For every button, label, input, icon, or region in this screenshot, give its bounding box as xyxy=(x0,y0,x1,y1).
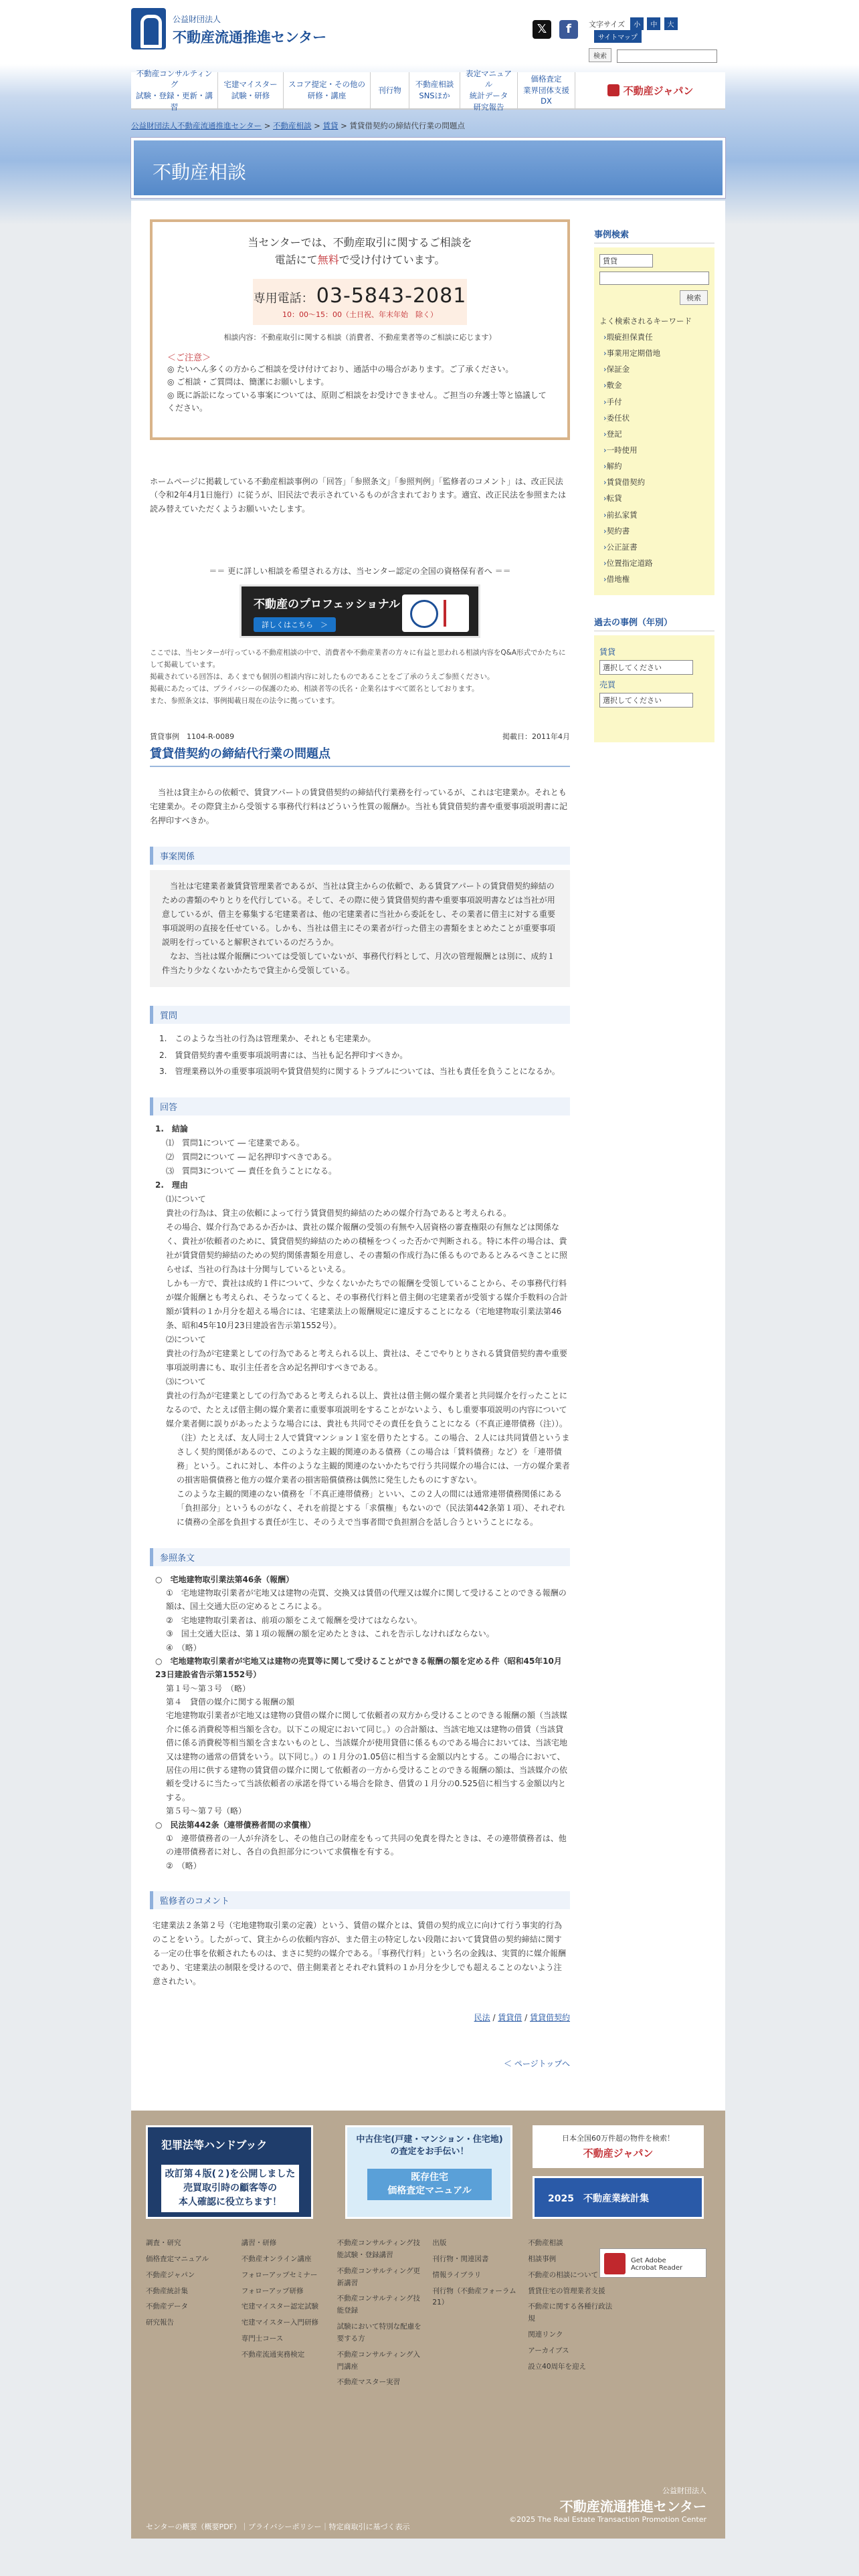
answer-line: （注）たとえば、友人同士２人で賃貸マンション１室を借りたとする。この場合、２人には共同賃借というまさしく契約関係があるので、このような主観的関連のある債務（この場合は「賃料債務」など）を「連帯債務」という。これに対し、本件のような主観的関連のないかたちで行う共同媒介の場合には、一方の媒介業者の損害賠償債務と他方の媒介業者の損害賠償債務は偶然に発生したものにすぎない。 xyxy=(177,1432,570,1485)
answer-line: ⑶について xyxy=(166,1376,206,1386)
footer-link[interactable]: 不動産コンサルティング技能試験・登録講習 xyxy=(337,2239,421,2259)
copyright: ©2025 The Real Estate Transaction Promotion Center xyxy=(509,2515,706,2524)
section-comment: 監修者のコメント xyxy=(150,1891,570,1909)
reference-line: ① 連帯債務者の一人が弁済をし、その他自己の財産をもって共同の免責を得たときは、その連帯債務者は、他の連帯債務者に対し、各自の負担部分について求償権を有する。 xyxy=(166,1833,567,1857)
tag-link[interactable]: 民法 xyxy=(474,2013,490,2023)
reference-line: ○ 民法第442条（連帯債務者間の求償権） xyxy=(155,1820,316,1830)
keyword-link[interactable]: › 賃貸借契約 xyxy=(603,474,709,490)
category-select[interactable]: 賃貸 xyxy=(599,254,653,267)
site-header xyxy=(0,0,859,64)
page-title: 不動産相談 xyxy=(153,161,247,183)
nav-brand-fudosan-japan[interactable]: 不動産ジャパン xyxy=(575,72,725,108)
keyword-link[interactable]: › 前払家賃 xyxy=(603,507,709,523)
footer-link-column xyxy=(146,2238,232,2393)
nav-item-valuation[interactable]: 価格査定 業界団体支援 DX xyxy=(518,72,575,108)
case-id: 賃貸事例 1104-R-0089 xyxy=(150,732,235,742)
footer-link[interactable]: 不動産相談 xyxy=(528,2239,563,2247)
footer-link[interactable]: 不動産ジャパン xyxy=(146,2270,195,2279)
footer-link[interactable]: 不動産マスター実習 xyxy=(337,2378,401,2387)
supervisor-comment: 宅建業法２条第２号（宅地建物取引業の定義）という、賃借の媒介とは、賃借の契約成立に向けて行う事実的行為のことをいう。したがって、貸主からの依頼内容が、また借主の特定しない段階において賃貸借の契約締結に関する一定の仕事を依頼されたものは、まさに契約の媒介である。「事務代行料」という名の金銭は、実質的に媒介報酬であり、宅建業法の制限を受けるので、借主側業者とそれぞれ賃料の１か月分を少しでも超えることのないよう注意されたい。 xyxy=(150,1913,570,1994)
footer-link-column xyxy=(242,2238,328,2393)
font-size-small[interactable]: 小 xyxy=(630,17,644,30)
pro-lead: ＝＝ 更に詳しい相談を希望される方は、当センター認定の全国の資格保有者へ ＝＝ xyxy=(209,566,511,576)
caution-title: ＜ご注意＞ xyxy=(167,353,211,364)
section-question: 質問 xyxy=(150,1006,570,1024)
breadcrumb-consultation[interactable]: 不動産相談 xyxy=(273,121,312,130)
footer-banner-manual[interactable]: 中古住宅(戸建・マンション・住宅地) の査定をお手伝い！ 既存住宅 価格査定マニュアル xyxy=(345,2125,512,2219)
footer-link[interactable]: 調査・研究 xyxy=(146,2239,181,2247)
footer-link[interactable]: アーカイブス xyxy=(528,2346,569,2355)
keyword-link[interactable]: › 事業用定期借地 xyxy=(603,345,709,361)
question-item: 3. 管理業務以外の重要事項説明や賃貸借契約に関するトラブルについては、当社も責任を負うことになるか。 xyxy=(159,1067,560,1077)
footer-link[interactable]: 宅建マイスター入門研修 xyxy=(241,2319,318,2327)
sidebar xyxy=(594,227,714,742)
reference-line: ③ 国土交通大臣は、第１項の報酬の額を定めたときは、これを告示しなければならない。 xyxy=(166,1629,494,1639)
past-sales-label: 売買 xyxy=(599,680,616,689)
footer-link[interactable]: 研究報告 xyxy=(146,2319,174,2327)
answer-body xyxy=(150,1122,570,1529)
footer-link[interactable]: フォローアップセミナー xyxy=(241,2270,318,2279)
reference-line: ④ （略） xyxy=(166,1642,201,1652)
footer-link[interactable]: 不動産オンライン講座 xyxy=(241,2254,312,2263)
keyword-link[interactable]: › 登記 xyxy=(603,426,709,442)
keyword-link[interactable]: › 手付 xyxy=(603,394,709,410)
font-size-label: 文字サイズ xyxy=(589,20,626,29)
references-body xyxy=(150,1573,570,1873)
keyword-link[interactable]: › 解約 xyxy=(603,458,709,474)
article-title: 賃貸借契約の締結代行業の問題点 xyxy=(150,744,570,767)
answer-line: ⑶ 質問3について ― 責任を負うことになる。 xyxy=(166,1166,337,1176)
answer-line: このような主観的関連のない債務を「不真正連帯債務」といい、この２人の間には通常連帯債務関係にある「負担部分」というものがなく、それを前提とする「求償権」もないので（民法第442条第１項）、それぞれに債務の全部を負担する責任が生じ、そのうえで当事者間で負担割合を話し合うということになる。 xyxy=(177,1489,565,1527)
past-cases-panel xyxy=(594,635,714,742)
header-search-input[interactable] xyxy=(617,49,717,63)
reference-line: 第５号〜第７号（略） xyxy=(166,1806,247,1816)
reference-line: 宅地建物取引業者が宅地又は建物の貸借の媒介に関して依頼者の双方から受けることのできる報酬の額（当該媒介に係る消費税等相当額を含む。以下この規定において同じ。）の合計額は、当該宅地又は建物の借賃（当該貸借に係る消費税等相当額を含まないものとし、当該媒介が使用貸借に係るものである場合においては、当該宅地又は建物の通常の借賃をいう。以下同じ。）の１月分の1.05倍に相当する金額以内とする。この場合において、居住の用に供する建物の賃貸借の媒介に関して依頼者の一方から受けることのできる報酬の額は、当該媒介の依頼を受けるに当たって当該依頼者の承諾を得ている場合を除き、借賃の１月分の0.525倍に相当する金額以内とする。 xyxy=(166,1711,568,1802)
footer-link[interactable]: 不動産データ xyxy=(146,2302,188,2311)
keyword-link[interactable]: › 転貸 xyxy=(603,490,709,506)
pro-more-button[interactable]: 詳しくはこちら ＞ xyxy=(254,617,336,632)
footer-link[interactable]: 講習・研修 xyxy=(241,2239,277,2247)
answer-line: ⑴ 質問1について ― 宅建業である。 xyxy=(166,1138,305,1148)
civil-code-notice: ホームページに掲載している不動産相談事例の「回答」「参照条文」「参照判例」「監修者のコメント」は、改正民法（令和2年4月1日施行）に従うが、旧民法で表示されているものが含まれております。適宜、改正民法を参照または読み替えていただくようお願いいたします。 xyxy=(150,477,566,514)
footer-banner-statistics[interactable]: 2025 不動産業統計集 xyxy=(533,2176,704,2219)
article-tags: 民法 / 賃貸借 / 賃貸借契約 xyxy=(474,2013,570,2023)
footer-link[interactable]: 情報ライブラリ xyxy=(432,2270,482,2279)
sidebar-search-input[interactable] xyxy=(599,272,709,285)
footer-banner-handbook[interactable]: 犯罪法等ハンドブック 改訂第４版(２)を公開しました 売買取引時の顧客等の 本人確認に役立ちます！ xyxy=(146,2125,313,2219)
tag-link[interactable]: 賃貸借 xyxy=(498,2013,522,2023)
section-answer: 回答 xyxy=(150,1097,570,1115)
keyword-link[interactable]: › 保証金 xyxy=(603,361,709,377)
footer-link[interactable]: 価格査定マニュアル xyxy=(146,2254,209,2263)
past-rental-select[interactable]: 選択してください xyxy=(599,660,693,675)
footer-link[interactable]: 宅建マイスター認定試験 xyxy=(241,2302,318,2311)
footer-link[interactable]: 関連リンク xyxy=(528,2331,563,2339)
footer-link[interactable]: 不動産に関する各種行政法規 xyxy=(528,2302,613,2323)
article-lead: 当社は貸主からの依頼で、賃貸アパートの賃貸借契約の締結代行業務を行っているが、これは宅建業か。それとも宅建業か。その際貸主から受領する事務代行料はどういう性質の報酬か。当社も賃貸借契約書や重要事項説明書に記名押印すべきか。 xyxy=(150,788,568,826)
call-note: 相談内容：不動産取引に関する相談（消費者、不動産業者等のご相談に応じます） xyxy=(223,333,496,342)
footer-link[interactable]: 不動産統計集 xyxy=(146,2286,188,2295)
nav-item-meister[interactable]: 宅建マイスター 試験・研修 xyxy=(218,72,284,108)
publish-date: 掲載日：2011年4月 xyxy=(502,732,570,742)
reference-line: ○ 宅地建物取引業法第46条（報酬） xyxy=(155,1574,294,1584)
keyword-link[interactable]: › 借地権 xyxy=(603,571,709,587)
footer-link[interactable]: 設立40周年を迎え xyxy=(528,2362,587,2371)
global-nav xyxy=(131,68,725,112)
footer-link[interactable]: 不動産コンサルティング技能登録 xyxy=(337,2294,421,2315)
tel-number[interactable]: 03-5843-2081 xyxy=(316,284,467,308)
brand-icon xyxy=(607,84,619,96)
site-footer xyxy=(131,2111,725,2539)
content-column xyxy=(150,219,570,2069)
answer-line: 1. 結論 xyxy=(155,1123,188,1134)
question-item: 1. このような当社の行為は管理業か、それとも宅建業か。 xyxy=(159,1034,376,1044)
keyword-link[interactable]: › 公正証書 xyxy=(603,539,709,555)
section-references: 参照条文 xyxy=(150,1548,570,1566)
past-rental-label: 賃貸 xyxy=(599,647,616,657)
tel-box: 専用電話： 03-5843-2081 10：00～15：00（土日祝、年末年始 除く） xyxy=(253,279,467,325)
footer-link[interactable]: 専門士コース xyxy=(241,2335,284,2343)
keyword-link[interactable]: › 契約書 xyxy=(603,523,709,539)
sitemap-link[interactable]: サイトマップ xyxy=(594,30,642,43)
past-sales-select[interactable]: 選択してください xyxy=(599,693,693,708)
footer-link[interactable]: 不動産の相談について xyxy=(528,2270,598,2279)
footer-link[interactable]: 賃貸住宅の管理業者支援 xyxy=(528,2286,605,2295)
footer-link[interactable]: 不動産流通実務検定 xyxy=(241,2350,305,2359)
caution-item: ◎ 既に訴訟になっている事案については、原則ご相談をお受けできません。ご担当の弁護士等と協議してください。 xyxy=(167,390,547,413)
question-item: 2. 賃貸借契約書や重要事項説明書には、当社も記名押印すべきか。 xyxy=(159,1050,408,1060)
footer-link[interactable]: フォローアップ研修 xyxy=(241,2286,304,2295)
caution-item: ◎ ご相談・ご質問は、簡潔にお願いします。 xyxy=(167,377,329,387)
tag-link[interactable]: 賃貸借契約 xyxy=(529,2013,570,2023)
page-top-link[interactable]: ＜ ページトップへ xyxy=(504,2059,570,2069)
logo-sub: 公益財団法人 xyxy=(173,15,221,24)
reference-line: ○ 宅地建物取引業者が宅地又は建物の売買等に関して受けることができる報酬の額を定める件（昭和45年10月23日建設省告示第1552号） xyxy=(155,1656,562,1680)
nav-item-research[interactable]: 表定マニュアル 統計データ 研究報告 xyxy=(460,72,518,108)
footer-link[interactable]: 相談事例 xyxy=(528,2254,557,2263)
answer-line: 貴社の行為は、貸主の依頼によって行う賃貸借契約締結のための媒介行為であると考えられる。 xyxy=(166,1208,512,1218)
answer-line: ⑴について xyxy=(166,1194,206,1204)
x-icon[interactable]: 𝕏 xyxy=(533,20,551,39)
answer-line: 2. 理由 xyxy=(155,1180,188,1190)
article-meta xyxy=(150,731,570,742)
footer-bottom-links[interactable]: センターの概要（概要PDF）｜プライバシーポリシー｜特定商取引に基づく表示 xyxy=(146,2523,410,2531)
header-tools xyxy=(589,17,729,63)
footer-link[interactable]: 不動産コンサルティング更新講習 xyxy=(337,2266,421,2287)
past-cases-title: 過去の事例（年別） xyxy=(594,615,714,631)
logo-name: 不動産流通推進センター xyxy=(173,29,327,45)
reference-line: ① 宅地建物取引業者が宅地又は建物の売買、交換又は賃借の代理又は媒介に関して受けることのできる報酬の額は、国土交通大臣の定めるところによる。 xyxy=(166,1588,567,1612)
footer-link[interactable]: 刊行物・関連図書 xyxy=(432,2254,489,2263)
reference-line: ② （略） xyxy=(166,1860,201,1870)
nav-item-publications[interactable]: 刊行物 xyxy=(371,72,409,108)
answer-line: 貴社の行為が宅建業としての行為であると考えられる以上、貴社は借主側の媒介業者と共同媒介を行ったことになるので、たとえば借主側の媒介業者に重要事項説明をすることがないよう、もし重要事項説明の内容について媒介業者側に誤りがあったような場合には、貴社も共同でその責任を負うことになる（不真正連帯債務（注））。 xyxy=(166,1390,568,1428)
reference-line: 第４ 貸借の媒介に関する報酬の額 xyxy=(166,1697,295,1707)
logo-icon xyxy=(131,8,166,49)
breadcrumb-rental[interactable]: 賃貸 xyxy=(322,121,339,130)
nav-item-training[interactable]: スコア提定・その他の 研修・講座 xyxy=(284,72,371,108)
answer-line: ⑵について xyxy=(166,1334,206,1344)
caution-list xyxy=(167,363,553,415)
caution-item: ◎ たいへん多くの方からご相談を受け付けており、通話中の場合があります。ご了承ください。 xyxy=(167,364,514,374)
keyword-link[interactable]: › 瑕疵担保責任 xyxy=(603,329,709,345)
footer-link[interactable]: 出版 xyxy=(432,2239,447,2247)
font-size-medium[interactable]: 中 xyxy=(647,17,660,30)
phone-consultation-box xyxy=(150,219,570,440)
sidebar-search-button[interactable]: 検索 xyxy=(680,290,708,305)
case-search-title: 事例検索 xyxy=(594,227,714,243)
adobe-reader-badge[interactable]: Get Adobe Acrobat Reader xyxy=(599,2248,706,2278)
keyword-list xyxy=(599,329,709,587)
facts-box: 当社は宅建業者兼賃貸管理業者であるが、当社は貸主からの依頼で、ある賃貸アパートの賃貸借契約締結のための書類のやりとりを代行している。そして、その際に使う賃貸借契約書や重要事項説明書などは当社が用意しているが、借主を募集する宅建業者は、他の宅建業者に当社から委託をし、その業者に借主に対する重要事項説明の直接を任せている。しかも、当社は借主にその業者が行った借主の書類をまとめたことが重要事項説明を行っていると解釈されているのだろうか。 なお、当社は媒介報酬については受領していないが、事務代行料として、月次の管理報酬とは別に、成約１件当たり少なくないかたちで貸主から受領している。 xyxy=(150,870,570,987)
breadcrumb-home[interactable]: 公益財団法人不動産流通推進センター xyxy=(131,121,262,130)
keyword-link[interactable]: › 一時使用 xyxy=(603,442,709,458)
footer-org: 公益財団法人 不動産流通推進センター ©2025 The Real Estate Transaction Promotion Center xyxy=(509,2486,706,2524)
question-list xyxy=(150,1032,570,1078)
answer-line: しかも一方で、貴社は成約１件について、少なくないかたちでの報酬を受領していることから、その事務代行料が媒介報酬とも考えられ、そうなってくると、その事務代行料と借主側の宅建業者が受領する媒介手数料の合計額が賃料の１か月分を超える場合には、宅建業法上の報酬規定に違反することになる（宅地建物取引業法第46条、昭和45年10月23日建設省告示第1552号）。 xyxy=(166,1278,568,1330)
keyword-link[interactable]: › 敷金 xyxy=(603,377,709,393)
section-facts: 事案関係 xyxy=(150,847,570,865)
keyword-link[interactable]: › 位置指定道路 xyxy=(603,555,709,571)
page-banner xyxy=(131,138,725,198)
site-logo[interactable] xyxy=(131,8,332,53)
nav-item-consultation[interactable]: 不動産相談 SNSほか xyxy=(409,72,460,108)
case-search-panel xyxy=(594,247,714,595)
footer-links xyxy=(146,2238,614,2393)
font-size-large[interactable]: 大 xyxy=(664,17,678,30)
keyword-link[interactable]: › 委任状 xyxy=(603,410,709,426)
nav-item-consulting[interactable]: 不動産コンサルティング 試験・登録・更新・講習 xyxy=(131,72,218,108)
disclaimer: ここでは、当センターが行っている不動産相談の中で、消費者や不動産業者の方々に有益と思われる相談内容をQ&A形式でかたちにして掲載しています。 掲載されている回答は、あくまでも個別の相談内容に対したものであることをご了承のうえご参照ください。 掲載にあたっては、プライバシーの保護のため、相談者等の氏名・企業名はすべて匿名としております。 また、参照条文は、事例掲載日現在の法令に拠っています。 xyxy=(150,649,566,705)
breadcrumb: 公益財団法人不動産流通推進センター > 不動産相談 > 賃貸 > 賃貸借契約の締結代行業の問題点 xyxy=(131,121,465,130)
answer-line: ⑵ 質問2について ― 記名押印すべきである。 xyxy=(166,1152,337,1162)
facebook-icon[interactable]: f xyxy=(559,20,578,39)
footer-link-column xyxy=(432,2238,518,2393)
professional-banner[interactable]: 不動産のプロフェッショナル 詳しくはこちら ＞ xyxy=(240,584,480,638)
reference-line: 第１号〜第３号 （略） xyxy=(166,1683,251,1693)
answer-line: その場合、媒介行為であるか否かは、貴社の媒介報酬の受領の有無や入居資格の審査権限の有無などは関係なく、貴社が依頼者のために、賃貸借契約締結のための積極をつくった否かで判断される。特に本件の場合は、貴社が賃貸借契約締結のための契約関係書類を用意し、その書類の作成行為に係るものであるとみるべきことに照らせば、当社の行為は十分関与しているといえる。 xyxy=(166,1222,568,1274)
call-heading: 当センターでは、不動産取引に関するご相談を 電話にて無料で受け付けています。 xyxy=(248,236,472,266)
header-search-button[interactable]: 検索 xyxy=(589,48,611,62)
keyword-title: よく検索されるキーワード xyxy=(599,316,692,326)
pro-logo-icon xyxy=(402,595,469,632)
footer-link[interactable]: 試験において特別な配慮を要する方 xyxy=(337,2323,421,2343)
footer-link[interactable]: 刊行物（不動産フォーラム21） xyxy=(432,2286,516,2307)
breadcrumb-current: 賃貸借契約の締結代行業の問題点 xyxy=(349,121,465,130)
reference-line: ② 宅地建物取引業者は、前項の額をこえて報酬を受けてはならない。 xyxy=(166,1615,422,1625)
answer-line: 貴社の行為が宅建業としての行為であると考えられる以上、貴社は、そこでやりとりされる賃貸借契約書や重要事項説明書にも、取引主任者を含め記名押印すべきである。 xyxy=(166,1348,568,1372)
main-area xyxy=(131,201,725,2111)
footer-banner-fudosan-japan[interactable]: 日本全国60万件超の物件を検索！ 不動産ジャパン xyxy=(533,2125,704,2168)
tel-hours: 10：00～15：00（土日祝、年末年始 除く） xyxy=(282,310,438,320)
footer-link-column xyxy=(337,2238,423,2393)
footer-link[interactable]: 不動産コンサルティング入門講座 xyxy=(337,2350,421,2371)
